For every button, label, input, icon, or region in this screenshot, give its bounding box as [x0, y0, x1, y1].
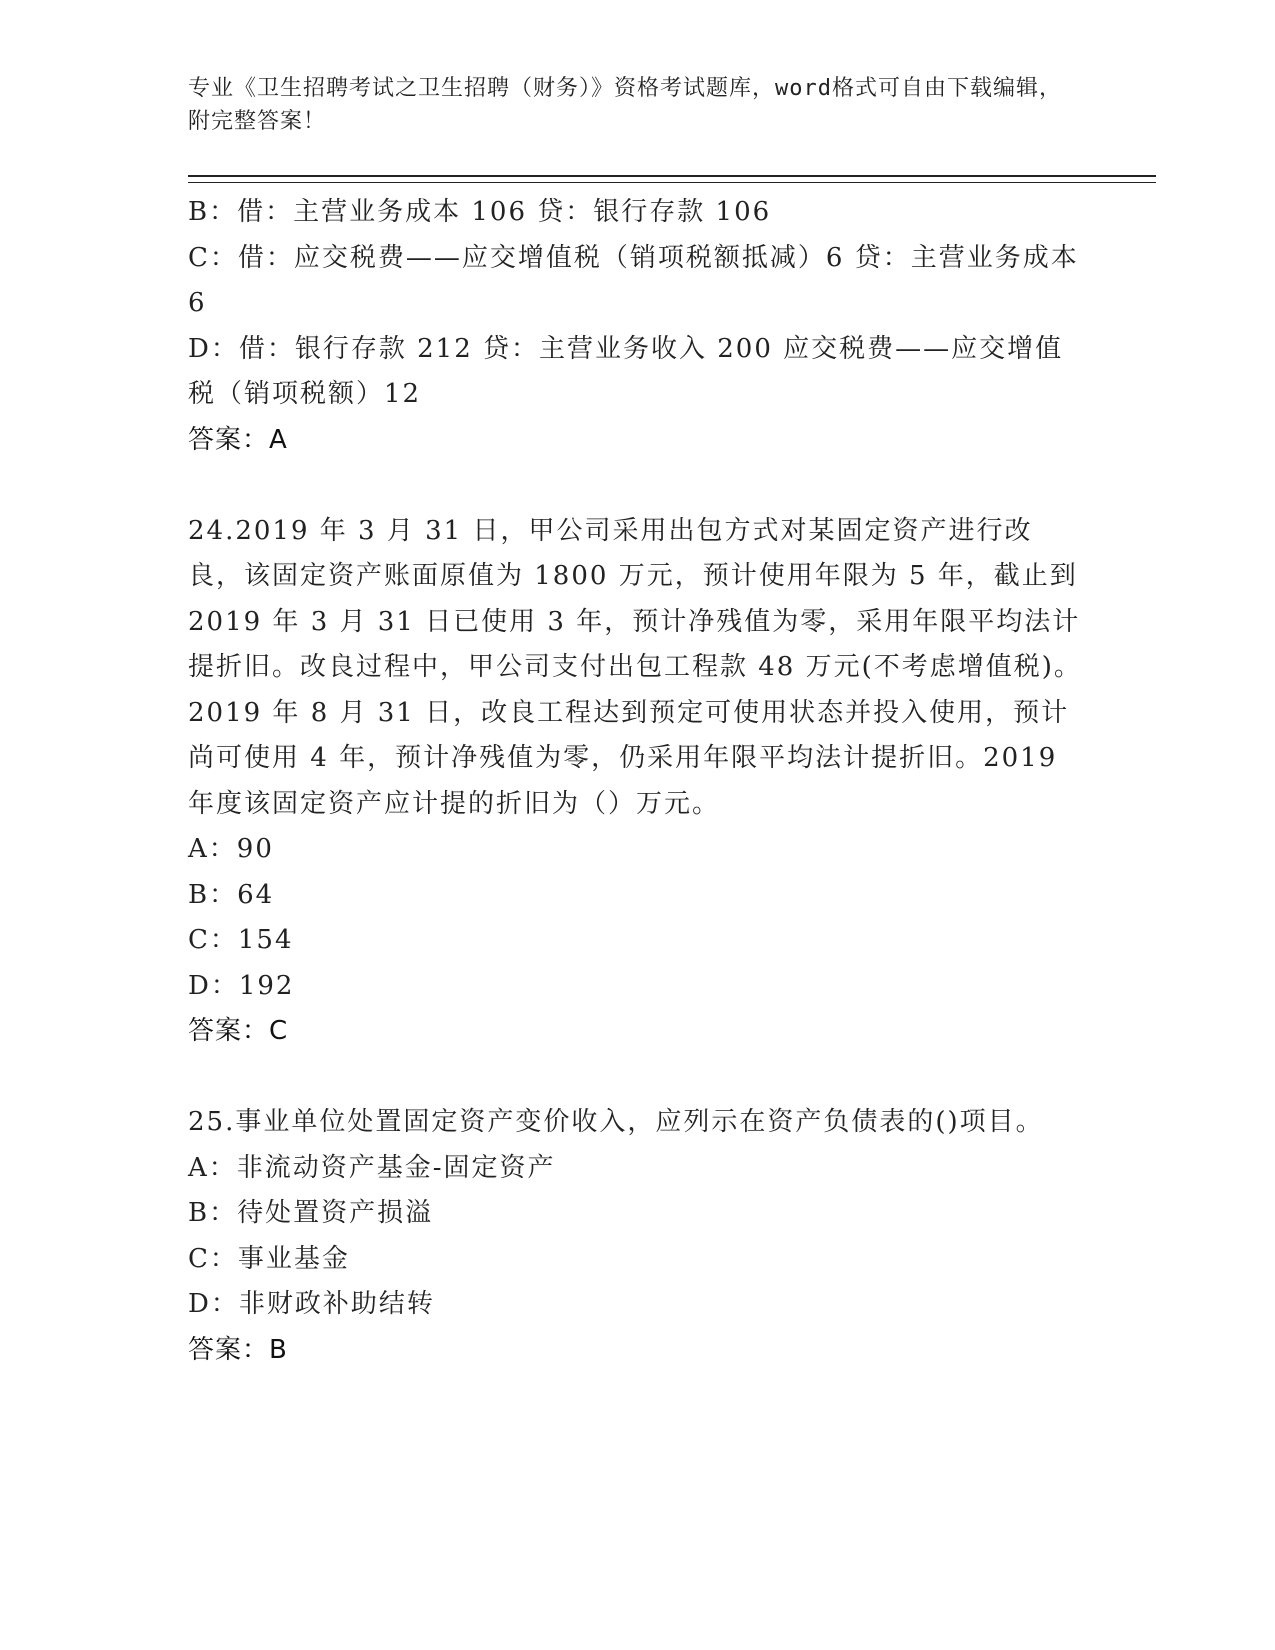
answer: 答案：A	[188, 424, 288, 455]
option-c: C：事业基金	[188, 1243, 350, 1274]
answer: 答案：B	[188, 1334, 288, 1365]
question-24	[188, 509, 1089, 1055]
option-b: B：待处置资产损溢	[188, 1198, 434, 1228]
option-d: D：192	[188, 970, 295, 1001]
option-c: C：154	[188, 925, 294, 955]
question-25	[188, 1100, 1083, 1373]
document-header	[188, 72, 1068, 138]
header-title: 专业《卫生招聘考试之卫生招聘（财务）》资格考试题库，word格式可自由下载编辑，附完整答案！	[188, 76, 1062, 134]
question-text: 24.2019 年 3 月 31 日，甲公司采用出包方式对某固定资产进行改良，该固定资产账面原值为 1800 万元，预计使用年限为 5 年，截止到 2019 年 3 月 31 日已使用 3 年，预计净残值为零，采用年限平均法计提折旧。改良过程中，甲公司支付出包工程款 48 万元(不考虑增值税)。2019 年 8 月 31 日，改良工程达到预定可使用状态并投入使用，预计尚可使用 4 年，预计净残值为零，仍采用年限平均法计提折旧。2019 年度该固定资产应计提的折旧为（）万元。	[188, 515, 1089, 819]
spacer	[188, 463, 1083, 509]
option-d: D：非财政补助结转	[188, 1289, 435, 1319]
option-d: D：借：银行存款 212 贷：主营业务收入 200 应交税费——应交增值税（销项税额）12	[188, 333, 1064, 409]
option-b: B：借：主营业务成本 106 贷：银行存款 106	[188, 197, 772, 227]
header-rule-thin	[188, 182, 1156, 183]
header-rule-thick	[188, 175, 1156, 177]
option-a: A：非流动资产基金-固定资产	[188, 1152, 556, 1183]
answer: 答案：C	[188, 1016, 289, 1046]
option-a: A：90	[188, 834, 274, 864]
option-c: C：借：应交税费——应交增值税（销项税额抵减）6 贷：主营业务成本 6	[188, 242, 1089, 318]
document-body	[188, 190, 1089, 1373]
question-23-continued	[188, 190, 1089, 463]
question-text: 25.事业单位处置固定资产变价收入，应列示在资产负债表的()项目。	[188, 1107, 1044, 1137]
option-b: B：64	[188, 879, 275, 910]
spacer	[188, 1055, 1083, 1101]
